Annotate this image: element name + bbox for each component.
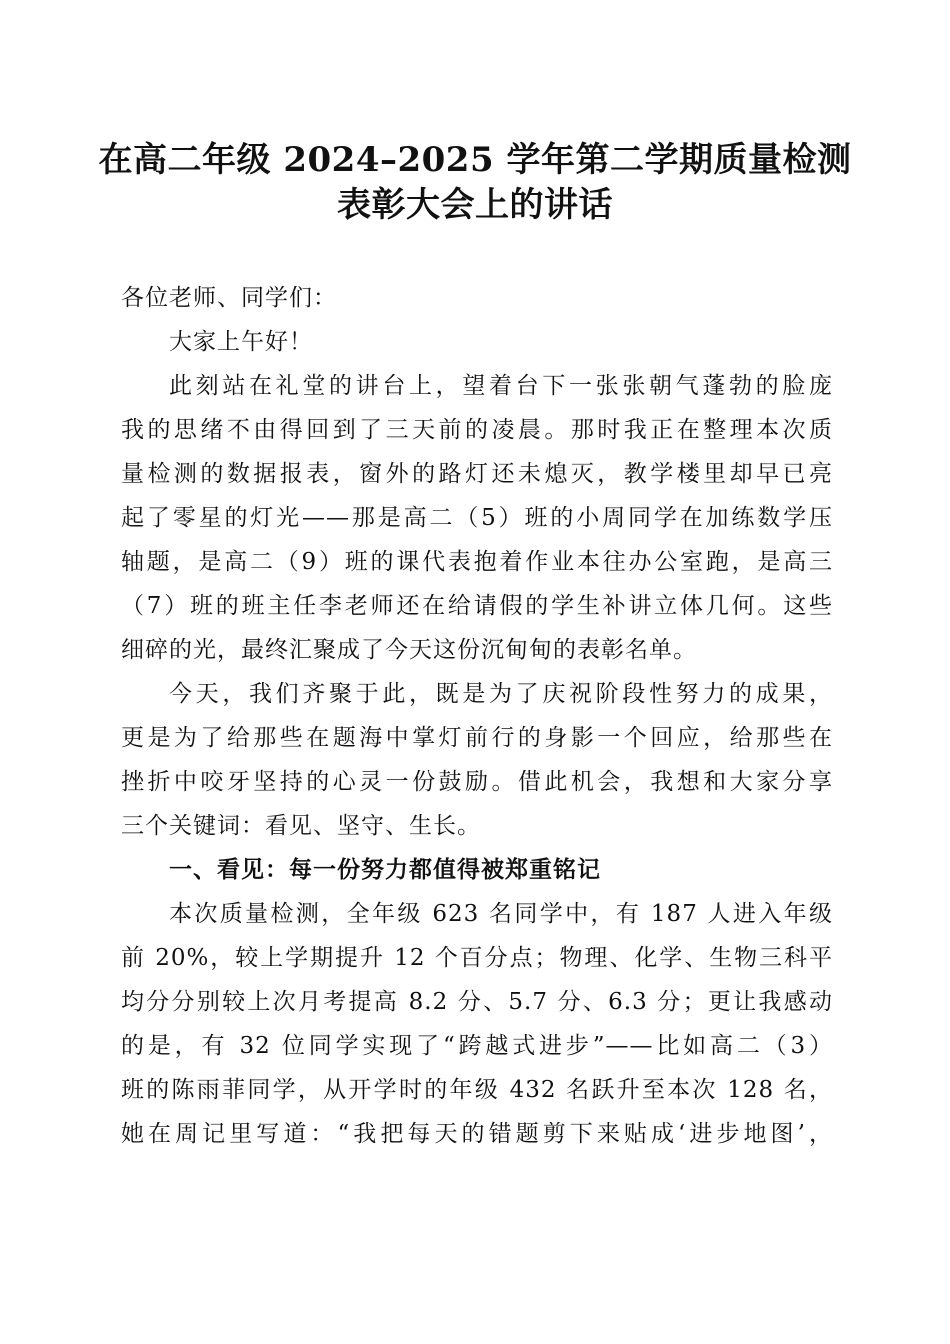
paragraph-2-line-1: 今天，我们齐聚于此，既是为了庆祝阶段性努力的成果， bbox=[169, 681, 833, 707]
paragraph-2-line-2: 更是为了给那些在题海中掌灯前行的身影一个回应，给那些在 bbox=[121, 725, 833, 751]
paragraph-3-line-5: 班的陈雨菲同学，从开学时的年级 432 名跃升至本次 128 名， bbox=[121, 1077, 833, 1103]
paragraph-2-line-3: 挫折中咬牙坚持的心灵一份鼓励。借此机会，我想和大家分享 bbox=[121, 769, 833, 795]
document-title-line-1: 在高二年级 2024–2025 学年第二学期质量检测 bbox=[98, 140, 852, 180]
paragraph-3-line-6: 她在周记里写道：“我把每天的错题剪下来贴成‘进步地图’， bbox=[121, 1121, 833, 1147]
paragraph-1-line-4: 起了零星的灯光——那是高二（5）班的小周同学在加练数学压 bbox=[121, 505, 833, 531]
paragraph-3-line-3: 均分分别较上次月考提高 8.2 分、5.7 分、6.3 分；更让我感动 bbox=[121, 989, 833, 1015]
paragraph-1-line-6: （7）班的班主任李老师还在给请假的学生补讲立体几何。这些 bbox=[121, 593, 833, 619]
paragraph-1-line-5: 轴题，是高二（9）班的课代表抱着作业本往办公室跑，是高三 bbox=[121, 549, 833, 575]
paragraph-3-line-4: 的是，有 32 位同学实现了“跨越式进步”——比如高二（3） bbox=[121, 1033, 833, 1059]
paragraph-1-line-3: 量检测的数据报表，窗外的路灯还未熄灭，教学楼里却早已亮 bbox=[121, 461, 833, 487]
paragraph-1-line-2: 我的思绪不由得回到了三天前的凌晨。那时我正在整理本次质 bbox=[121, 417, 833, 443]
paragraph-3-line-1: 本次质量检测，全年级 623 名同学中，有 187 人进入年级 bbox=[169, 901, 833, 927]
paragraph-2-line-4: 三个关键词：看见、坚守、生长。 bbox=[121, 813, 481, 839]
document-title-line-2: 表彰大会上的讲话 bbox=[337, 185, 613, 225]
paragraph-1-line-1: 此刻站在礼堂的讲台上，望着台下一张张朝气蓬勃的脸庞 bbox=[169, 373, 833, 399]
section-1-heading: 一、看见：每一份努力都值得被郑重铭记 bbox=[169, 857, 601, 883]
paragraph-1-line-7: 细碎的光，最终汇聚成了今天这份沉甸甸的表彰名单。 bbox=[121, 637, 697, 663]
salutation: 各位老师、同学们： bbox=[121, 285, 337, 311]
greeting: 大家上午好！ bbox=[169, 329, 313, 355]
paragraph-3-line-2: 前 20%，较上学期提升 12 个百分点；物理、化学、生物三科平 bbox=[121, 945, 833, 971]
